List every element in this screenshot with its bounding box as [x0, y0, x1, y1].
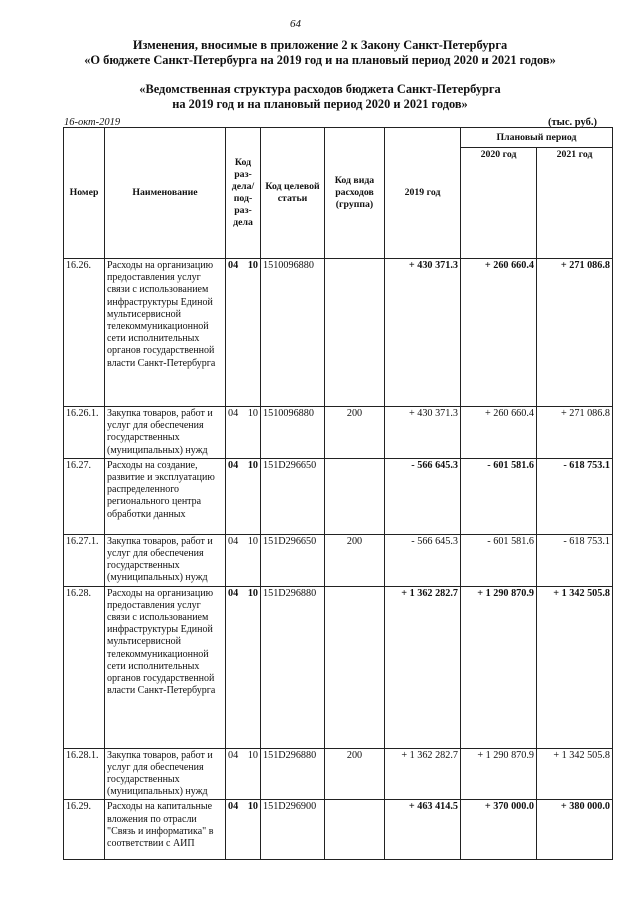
- budget-table: [63, 127, 613, 860]
- subsection-code: 10: [247, 408, 258, 419]
- row-target-code: 151D296900: [261, 800, 325, 860]
- table-row: [64, 748, 613, 800]
- row-value-2020: - 601 581.6: [461, 458, 537, 534]
- row-value-2021: + 1 342 505.8: [537, 748, 613, 800]
- row-value-2020: + 1 290 870.9: [461, 586, 537, 748]
- row-name: Расходы на капитальные вложения по отрасли "Связь и информатика" в соответствии с АИП: [105, 800, 226, 860]
- row-value-2021: + 1 342 505.8: [537, 586, 613, 748]
- row-value-2019: - 566 645.3: [385, 458, 461, 534]
- subtitle-line-2: на 2019 год и на плановый период 2020 и 2021 годов»: [172, 97, 468, 111]
- page-number: 64: [290, 18, 301, 30]
- row-name: Расходы на создание, развитие и эксплуатацию распределенного регионального центра обработки данных: [105, 458, 226, 534]
- subtitle-line-1: «Ведомственная структура расходов бюджета Санкт-Петербурга: [139, 82, 501, 96]
- section-code: 04: [228, 801, 239, 813]
- table-body: [64, 259, 613, 860]
- row-value-2019: - 566 645.3: [385, 534, 461, 586]
- row-section-code: [226, 458, 261, 534]
- row-value-2020: + 260 660.4: [461, 407, 537, 459]
- row-target-code: 1510096880: [261, 259, 325, 407]
- row-name: Закупка товаров, работ и услуг для обеспечения государственных (муниципальных) нужд: [105, 748, 226, 800]
- units-label: (тыс. руб.): [548, 117, 597, 128]
- title-line-1: Изменения, вносимые в приложение 2 к Закону Санкт-Петербурга: [132, 38, 508, 52]
- row-number: 16.28.: [64, 586, 105, 748]
- row-value-2019: + 430 371.3: [385, 259, 461, 407]
- row-number: 16.26.1.: [64, 407, 105, 459]
- row-value-2020: + 1 290 870.9: [461, 748, 537, 800]
- row-type-code: [325, 586, 385, 748]
- row-number: 16.26.: [64, 259, 105, 407]
- row-value-2019: + 430 371.3: [385, 407, 461, 459]
- table-row: [64, 586, 613, 748]
- col-type-header: Код вида расходов (группа): [325, 128, 385, 259]
- table-row: [64, 534, 613, 586]
- row-number: 16.27.: [64, 458, 105, 534]
- subsection-code: 10: [247, 260, 258, 271]
- table-row: [64, 458, 613, 534]
- section-code: 04: [228, 260, 239, 271]
- row-value-2021: + 271 086.8: [537, 407, 613, 459]
- row-type-code: 200: [325, 534, 385, 586]
- table-row: [64, 259, 613, 407]
- row-target-code: 1510096880: [261, 407, 325, 459]
- row-value-2021: - 618 753.1: [537, 458, 613, 534]
- subsection-code: 10: [247, 459, 258, 471]
- document-subtitle: [0, 82, 640, 112]
- row-name: Закупка товаров, работ и услуг для обеспечения государственных (муниципальных) нужд: [105, 407, 226, 459]
- row-section-code: [226, 800, 261, 860]
- row-value-2019: + 1 362 282.7: [385, 748, 461, 800]
- table-row: [64, 407, 613, 459]
- row-value-2019: + 463 414.5: [385, 800, 461, 860]
- row-section-code: [226, 748, 261, 800]
- planned-period-header: Плановый период: [461, 128, 613, 148]
- col-2020-header: 2020 год: [461, 148, 537, 259]
- row-value-2020: + 260 660.4: [461, 259, 537, 407]
- col-2019-header: 2019 год: [385, 128, 461, 259]
- section-code: 04: [228, 459, 239, 471]
- document-date: 16-окт-2019: [64, 117, 121, 128]
- row-target-code: 151D296880: [261, 748, 325, 800]
- subsection-code: 10: [247, 749, 258, 761]
- row-section-code: [226, 586, 261, 748]
- row-value-2021: - 618 753.1: [537, 534, 613, 586]
- row-value-2021: + 380 000.0: [537, 800, 613, 860]
- row-value-2020: + 370 000.0: [461, 800, 537, 860]
- row-section-code: [226, 407, 261, 459]
- row-number: 16.28.1.: [64, 748, 105, 800]
- row-type-code: 200: [325, 407, 385, 459]
- row-type-code: [325, 458, 385, 534]
- row-name: Расходы на организацию предоставления услуг связи с использованием инфраструктуры Единой мультисервисной телекоммуникационной сети исполнительных органов государственной власти Санкт-Петербурга: [105, 259, 226, 407]
- document-title: [0, 38, 640, 68]
- title-line-2: «О бюджете Санкт-Петербурга на 2019 год и на плановый период 2020 и 2021 годов»: [84, 53, 556, 67]
- col-2021-header: 2021 год: [537, 148, 613, 259]
- row-target-code: 151D296650: [261, 458, 325, 534]
- row-target-code: 151D296650: [261, 534, 325, 586]
- section-code: 04: [228, 749, 239, 761]
- section-code: 04: [228, 587, 239, 599]
- row-value-2021: + 271 086.8: [537, 259, 613, 407]
- row-number: 16.27.1.: [64, 534, 105, 586]
- col-target-header: Код целевой статьи: [261, 128, 325, 259]
- subsection-code: 10: [247, 801, 258, 813]
- row-number: 16.29.: [64, 800, 105, 860]
- row-type-code: [325, 800, 385, 860]
- row-name: Закупка товаров, работ и услуг для обеспечения государственных (муниципальных) нужд: [105, 534, 226, 586]
- section-code: 04: [228, 408, 239, 419]
- table-row: [64, 800, 613, 860]
- row-section-code: [226, 259, 261, 407]
- col-number-header: Номер: [64, 128, 105, 259]
- col-section-header: Код раз-дела/ под-раз-дела: [226, 128, 261, 259]
- row-type-code: 200: [325, 748, 385, 800]
- row-type-code: [325, 259, 385, 407]
- row-value-2019: + 1 362 282.7: [385, 586, 461, 748]
- row-name: Расходы на организацию предоставления услуг связи с использованием инфраструктуры Единой мультисервисной телекоммуникационной сети исполнительных органов государственной власти Санкт-Петербурга: [105, 586, 226, 748]
- subsection-code: 10: [247, 587, 258, 599]
- section-code: 04: [228, 535, 239, 547]
- col-name-header: Наименование: [105, 128, 226, 259]
- subsection-code: 10: [247, 535, 258, 547]
- row-target-code: 151D296880: [261, 586, 325, 748]
- row-value-2020: - 601 581.6: [461, 534, 537, 586]
- row-section-code: [226, 534, 261, 586]
